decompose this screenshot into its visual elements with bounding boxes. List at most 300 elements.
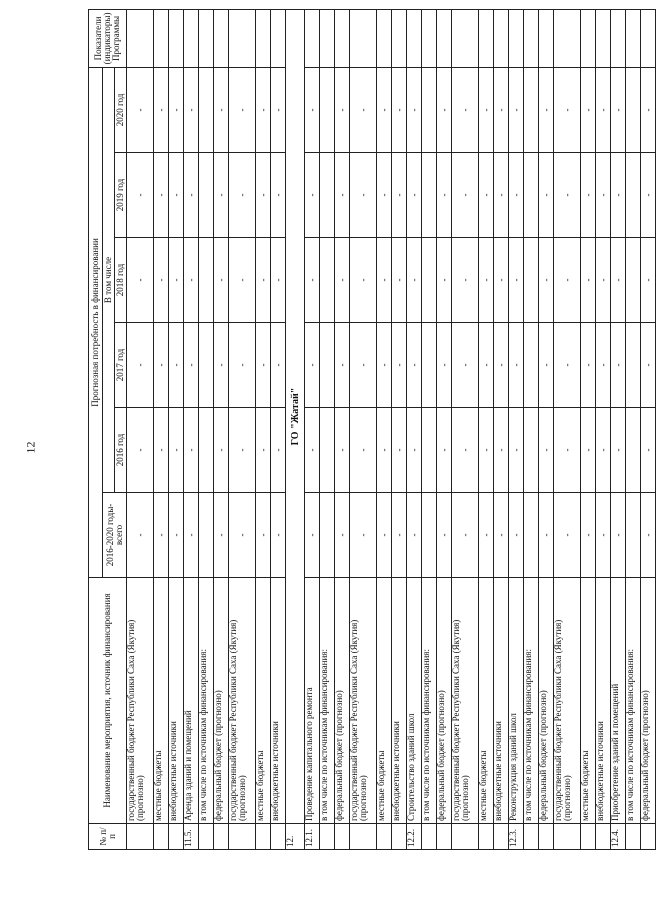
value-cell: - bbox=[611, 67, 626, 152]
value-cell: - bbox=[509, 153, 524, 238]
table-row bbox=[229, 9, 256, 849]
value-cell: - bbox=[509, 67, 524, 152]
value-cell: - bbox=[392, 323, 407, 408]
value-cell: - bbox=[611, 408, 626, 493]
table-row bbox=[320, 9, 335, 849]
value-cell bbox=[524, 323, 539, 408]
indicator-cell bbox=[539, 9, 554, 67]
value-cell: - bbox=[479, 238, 494, 323]
value-cell bbox=[199, 67, 214, 152]
value-cell: - bbox=[611, 238, 626, 323]
value-cell: - bbox=[581, 153, 596, 238]
value-cell: - bbox=[256, 67, 271, 152]
row-label: в том числе по источникам финансирования: bbox=[199, 578, 214, 824]
value-cell bbox=[199, 323, 214, 408]
value-cell: - bbox=[554, 238, 581, 323]
value-cell bbox=[524, 238, 539, 323]
value-cell: - bbox=[641, 67, 656, 152]
value-cell: - bbox=[437, 408, 452, 493]
value-cell: - bbox=[554, 408, 581, 493]
value-cell: - bbox=[335, 408, 350, 493]
value-cell: - bbox=[127, 408, 154, 493]
indicator-cell bbox=[256, 9, 271, 67]
table-row bbox=[199, 9, 214, 849]
value-cell: - bbox=[184, 153, 199, 238]
value-cell: - bbox=[494, 408, 509, 493]
value-cell: - bbox=[229, 238, 256, 323]
value-cell: - bbox=[539, 153, 554, 238]
value-cell: - bbox=[437, 238, 452, 323]
indicator-cell bbox=[509, 9, 524, 67]
value-cell: - bbox=[581, 493, 596, 578]
indicator-cell bbox=[554, 9, 581, 67]
value-cell: - bbox=[256, 323, 271, 408]
value-cell: - bbox=[539, 408, 554, 493]
table-row bbox=[214, 9, 229, 849]
value-cell: - bbox=[350, 408, 377, 493]
value-cell: - bbox=[305, 323, 320, 408]
row-label: федеральный бюджет (прогнозно) bbox=[335, 578, 350, 824]
value-cell: - bbox=[169, 67, 184, 152]
value-cell: - bbox=[452, 408, 479, 493]
value-cell: - bbox=[407, 238, 422, 323]
indicator-cell bbox=[524, 9, 539, 67]
indicator-cell bbox=[596, 9, 611, 67]
value-cell: - bbox=[479, 67, 494, 152]
value-cell: - bbox=[452, 323, 479, 408]
value-cell: - bbox=[350, 493, 377, 578]
value-cell: - bbox=[596, 323, 611, 408]
value-cell: - bbox=[335, 323, 350, 408]
value-cell bbox=[524, 493, 539, 578]
row-number bbox=[554, 824, 581, 850]
row-label: местные бюджеты bbox=[377, 578, 392, 824]
table-row bbox=[509, 9, 524, 849]
row-number bbox=[626, 824, 641, 850]
value-cell: - bbox=[407, 408, 422, 493]
value-cell: - bbox=[596, 493, 611, 578]
value-cell: - bbox=[271, 408, 286, 493]
value-cell bbox=[320, 493, 335, 578]
table-row bbox=[437, 9, 452, 849]
value-cell: - bbox=[377, 493, 392, 578]
value-cell: - bbox=[256, 408, 271, 493]
value-cell: - bbox=[479, 153, 494, 238]
row-label: местные бюджеты bbox=[256, 578, 271, 824]
value-cell: - bbox=[271, 493, 286, 578]
value-cell: - bbox=[127, 153, 154, 238]
row-number bbox=[641, 824, 656, 850]
value-cell: - bbox=[611, 493, 626, 578]
header-2017: 2017 год bbox=[115, 323, 127, 408]
row-label: в том числе по источникам финансирования: bbox=[320, 578, 335, 824]
value-cell: - bbox=[509, 238, 524, 323]
header-in-that: В том числе bbox=[103, 67, 115, 492]
header-total-period: 2016-2020 годы- всего bbox=[103, 493, 127, 578]
row-number: 12. bbox=[286, 824, 305, 850]
value-cell: - bbox=[184, 408, 199, 493]
indicator-cell bbox=[305, 9, 320, 67]
table-row bbox=[350, 9, 377, 849]
value-cell bbox=[626, 67, 641, 152]
table-row bbox=[305, 9, 320, 849]
indicator-cell bbox=[494, 9, 509, 67]
section-title: ГО "Жатай" bbox=[286, 9, 305, 823]
indicator-cell bbox=[452, 9, 479, 67]
value-cell: - bbox=[154, 323, 169, 408]
row-label: внебюджетные источники bbox=[271, 578, 286, 824]
row-number bbox=[350, 824, 377, 850]
value-cell: - bbox=[184, 493, 199, 578]
value-cell bbox=[524, 67, 539, 152]
value-cell: - bbox=[611, 323, 626, 408]
header-2019: 2019 год bbox=[115, 153, 127, 238]
value-cell: - bbox=[169, 238, 184, 323]
value-cell: - bbox=[350, 238, 377, 323]
rotated-table-container bbox=[88, 10, 653, 850]
value-cell bbox=[626, 408, 641, 493]
row-label: государственный бюджет Республики Саха (Якутия) (прогнозно) bbox=[127, 578, 154, 824]
indicator-cell bbox=[611, 9, 626, 67]
row-label: Приобретение зданий и помещений bbox=[611, 578, 626, 824]
value-cell bbox=[422, 153, 437, 238]
row-number bbox=[271, 824, 286, 850]
header-2016: 2016 год bbox=[115, 408, 127, 493]
header-indicators: Показатели (индикаторы) Программы bbox=[89, 9, 127, 67]
value-cell: - bbox=[271, 238, 286, 323]
value-cell bbox=[422, 238, 437, 323]
value-cell: - bbox=[229, 153, 256, 238]
value-cell: - bbox=[539, 67, 554, 152]
row-label: Строительство зданий школ bbox=[407, 578, 422, 824]
row-label: федеральный бюджет (прогнозно) bbox=[214, 578, 229, 824]
table-row bbox=[554, 9, 581, 849]
value-cell: - bbox=[641, 238, 656, 323]
value-cell: - bbox=[335, 238, 350, 323]
table-row bbox=[611, 9, 626, 849]
value-cell: - bbox=[494, 323, 509, 408]
indicator-cell bbox=[214, 9, 229, 67]
row-number: 11.5. bbox=[184, 824, 199, 850]
row-number bbox=[524, 824, 539, 850]
header-2018: 2018 год bbox=[115, 238, 127, 323]
row-number bbox=[214, 824, 229, 850]
row-number: 12.1. bbox=[305, 824, 320, 850]
table-row bbox=[407, 9, 422, 849]
value-cell: - bbox=[127, 323, 154, 408]
row-label: в том числе по источникам финансирования: bbox=[524, 578, 539, 824]
value-cell: - bbox=[154, 238, 169, 323]
row-label: федеральный бюджет (прогнозно) bbox=[437, 578, 452, 824]
value-cell: - bbox=[437, 493, 452, 578]
value-cell bbox=[199, 408, 214, 493]
value-cell: - bbox=[184, 323, 199, 408]
table-row bbox=[392, 9, 407, 849]
value-cell bbox=[199, 153, 214, 238]
indicator-cell bbox=[335, 9, 350, 67]
table-row bbox=[524, 9, 539, 849]
row-number bbox=[169, 824, 184, 850]
value-cell: - bbox=[596, 238, 611, 323]
value-cell bbox=[320, 323, 335, 408]
document-page bbox=[88, 10, 653, 850]
value-cell bbox=[422, 323, 437, 408]
row-number bbox=[377, 824, 392, 850]
value-cell: - bbox=[350, 67, 377, 152]
table-row bbox=[335, 9, 350, 849]
value-cell bbox=[320, 408, 335, 493]
value-cell: - bbox=[554, 67, 581, 152]
indicator-cell bbox=[154, 9, 169, 67]
value-cell: - bbox=[377, 238, 392, 323]
value-cell: - bbox=[392, 67, 407, 152]
indicator-cell bbox=[377, 9, 392, 67]
value-cell: - bbox=[154, 408, 169, 493]
row-label: государственный бюджет Республики Саха (Якутия) (прогнозно) bbox=[350, 578, 377, 824]
row-label: местные бюджеты bbox=[581, 578, 596, 824]
value-cell: - bbox=[229, 67, 256, 152]
value-cell: - bbox=[392, 153, 407, 238]
value-cell: - bbox=[479, 323, 494, 408]
row-number bbox=[256, 824, 271, 850]
value-cell: - bbox=[335, 153, 350, 238]
row-number bbox=[229, 824, 256, 850]
row-label: государственный бюджет Республики Саха (Якутия) (прогнозно) bbox=[554, 578, 581, 824]
value-cell: - bbox=[554, 323, 581, 408]
value-cell: - bbox=[554, 153, 581, 238]
value-cell: - bbox=[641, 493, 656, 578]
value-cell: - bbox=[256, 493, 271, 578]
row-number: 12.3. bbox=[509, 824, 524, 850]
value-cell: - bbox=[184, 238, 199, 323]
value-cell: - bbox=[184, 67, 199, 152]
table-row bbox=[494, 9, 509, 849]
table-row bbox=[271, 9, 286, 849]
table-row bbox=[452, 9, 479, 849]
indicator-cell bbox=[392, 9, 407, 67]
row-number: 12.4. bbox=[611, 824, 626, 850]
indicator-cell bbox=[437, 9, 452, 67]
row-number bbox=[479, 824, 494, 850]
indicator-cell bbox=[422, 9, 437, 67]
indicator-cell bbox=[184, 9, 199, 67]
value-cell: - bbox=[335, 493, 350, 578]
value-cell: - bbox=[581, 67, 596, 152]
value-cell: - bbox=[377, 153, 392, 238]
value-cell: - bbox=[305, 408, 320, 493]
value-cell: - bbox=[392, 408, 407, 493]
value-cell: - bbox=[127, 238, 154, 323]
value-cell: - bbox=[169, 408, 184, 493]
indicator-cell bbox=[641, 9, 656, 67]
value-cell: - bbox=[539, 493, 554, 578]
table-row bbox=[581, 9, 596, 849]
value-cell: - bbox=[452, 67, 479, 152]
value-cell bbox=[422, 67, 437, 152]
row-number bbox=[320, 824, 335, 850]
header-name: Наименование мероприятия, источник финансирования bbox=[89, 578, 127, 824]
value-cell: - bbox=[596, 153, 611, 238]
value-cell: - bbox=[452, 238, 479, 323]
value-cell: - bbox=[305, 153, 320, 238]
row-number bbox=[422, 824, 437, 850]
indicator-cell bbox=[127, 9, 154, 67]
value-cell bbox=[422, 493, 437, 578]
value-cell bbox=[524, 408, 539, 493]
value-cell bbox=[626, 238, 641, 323]
value-cell: - bbox=[596, 408, 611, 493]
indicator-cell bbox=[199, 9, 214, 67]
row-number bbox=[199, 824, 214, 850]
row-number bbox=[494, 824, 509, 850]
value-cell: - bbox=[127, 493, 154, 578]
value-cell: - bbox=[581, 238, 596, 323]
row-number bbox=[154, 824, 169, 850]
page-number: 12 bbox=[23, 441, 38, 454]
value-cell: - bbox=[154, 493, 169, 578]
value-cell: - bbox=[509, 323, 524, 408]
row-number bbox=[127, 824, 154, 850]
row-label: внебюджетные источники bbox=[596, 578, 611, 824]
table-row bbox=[154, 9, 169, 849]
row-label: Реконструкция зданий школ bbox=[509, 578, 524, 824]
indicator-cell bbox=[479, 9, 494, 67]
indicator-cell bbox=[350, 9, 377, 67]
value-cell: - bbox=[494, 67, 509, 152]
value-cell: - bbox=[271, 323, 286, 408]
value-cell: - bbox=[305, 67, 320, 152]
value-cell: - bbox=[256, 153, 271, 238]
value-cell: - bbox=[452, 153, 479, 238]
value-cell: - bbox=[539, 323, 554, 408]
table-body bbox=[127, 9, 656, 849]
value-cell bbox=[626, 153, 641, 238]
row-number bbox=[581, 824, 596, 850]
value-cell: - bbox=[494, 153, 509, 238]
row-label: в том числе по источникам финансирования: bbox=[626, 578, 641, 824]
table-row bbox=[256, 9, 271, 849]
value-cell: - bbox=[641, 323, 656, 408]
value-cell: - bbox=[479, 493, 494, 578]
value-cell: - bbox=[407, 493, 422, 578]
header-2020: 2020 год bbox=[115, 67, 127, 152]
row-label: внебюджетные источники bbox=[169, 578, 184, 824]
row-number bbox=[452, 824, 479, 850]
value-cell: - bbox=[407, 67, 422, 152]
value-cell: - bbox=[271, 153, 286, 238]
value-cell: - bbox=[214, 323, 229, 408]
value-cell: - bbox=[494, 493, 509, 578]
value-cell bbox=[626, 493, 641, 578]
value-cell: - bbox=[437, 153, 452, 238]
value-cell: - bbox=[494, 238, 509, 323]
row-label: Проведение капитального ремонта bbox=[305, 578, 320, 824]
value-cell: - bbox=[256, 238, 271, 323]
row-label: местные бюджеты bbox=[479, 578, 494, 824]
table-row bbox=[641, 9, 656, 849]
value-cell: - bbox=[229, 323, 256, 408]
value-cell: - bbox=[229, 493, 256, 578]
row-label: федеральный бюджет (прогнозно) bbox=[539, 578, 554, 824]
value-cell: - bbox=[127, 67, 154, 152]
value-cell: - bbox=[335, 67, 350, 152]
row-label: в том числе по источникам финансирования: bbox=[422, 578, 437, 824]
value-cell: - bbox=[437, 67, 452, 152]
table-row bbox=[539, 9, 554, 849]
value-cell: - bbox=[305, 493, 320, 578]
value-cell: - bbox=[350, 153, 377, 238]
row-label: внебюджетные источники bbox=[392, 578, 407, 824]
value-cell: - bbox=[509, 493, 524, 578]
indicator-cell bbox=[407, 9, 422, 67]
value-cell: - bbox=[641, 153, 656, 238]
financing-table bbox=[88, 9, 656, 850]
value-cell: - bbox=[154, 67, 169, 152]
indicator-cell bbox=[626, 9, 641, 67]
row-number bbox=[335, 824, 350, 850]
value-cell: - bbox=[169, 323, 184, 408]
row-label: Аренда зданий и помещений bbox=[184, 578, 199, 824]
value-cell bbox=[199, 238, 214, 323]
value-cell: - bbox=[392, 238, 407, 323]
value-cell: - bbox=[392, 493, 407, 578]
table-row bbox=[127, 9, 154, 849]
value-cell: - bbox=[229, 408, 256, 493]
value-cell: - bbox=[214, 67, 229, 152]
row-label: внебюджетные источники bbox=[494, 578, 509, 824]
row-number bbox=[596, 824, 611, 850]
table-row bbox=[422, 9, 437, 849]
value-cell: - bbox=[596, 67, 611, 152]
value-cell bbox=[320, 153, 335, 238]
indicator-cell bbox=[320, 9, 335, 67]
row-label: местные бюджеты bbox=[154, 578, 169, 824]
value-cell: - bbox=[437, 323, 452, 408]
table-row bbox=[596, 9, 611, 849]
row-label: государственный бюджет Республики Саха (Якутия) (прогнозно) bbox=[229, 578, 256, 824]
value-cell: - bbox=[407, 323, 422, 408]
value-cell bbox=[320, 67, 335, 152]
value-cell: - bbox=[214, 238, 229, 323]
row-number bbox=[437, 824, 452, 850]
row-number bbox=[539, 824, 554, 850]
value-cell: - bbox=[350, 323, 377, 408]
value-cell: - bbox=[407, 153, 422, 238]
value-cell: - bbox=[641, 408, 656, 493]
header-num: № п/п bbox=[89, 824, 127, 850]
value-cell: - bbox=[581, 323, 596, 408]
value-cell: - bbox=[377, 67, 392, 152]
row-label: федеральный бюджет (прогнозно) bbox=[641, 578, 656, 824]
table-row bbox=[479, 9, 494, 849]
value-cell: - bbox=[611, 153, 626, 238]
value-cell bbox=[320, 238, 335, 323]
value-cell bbox=[199, 493, 214, 578]
value-cell: - bbox=[452, 493, 479, 578]
value-cell: - bbox=[169, 153, 184, 238]
row-number: 12.2. bbox=[407, 824, 422, 850]
value-cell: - bbox=[479, 408, 494, 493]
value-cell: - bbox=[509, 408, 524, 493]
value-cell bbox=[626, 323, 641, 408]
value-cell: - bbox=[377, 323, 392, 408]
value-cell: - bbox=[271, 67, 286, 152]
value-cell: - bbox=[377, 408, 392, 493]
row-number bbox=[392, 824, 407, 850]
table-row bbox=[169, 9, 184, 849]
value-cell: - bbox=[539, 238, 554, 323]
section-row bbox=[286, 9, 305, 849]
